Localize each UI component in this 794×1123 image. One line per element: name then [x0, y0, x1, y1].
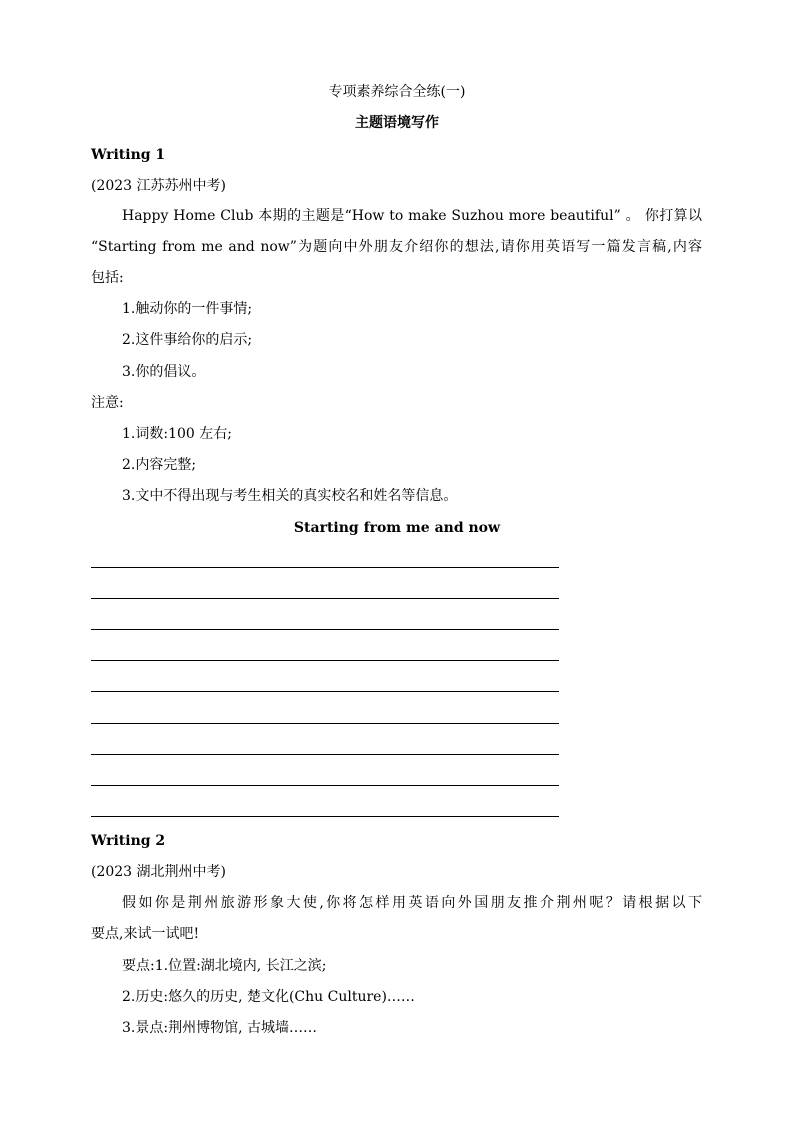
answer-line[interactable] — [91, 598, 559, 599]
answer-line[interactable] — [91, 754, 559, 755]
answer-line[interactable] — [91, 785, 559, 786]
answer-line[interactable] — [91, 691, 559, 692]
page-title: 专项素养综合全练(一) — [328, 84, 466, 100]
writing2-prompt-line1: 假如你是荆州旅游形象大使,你将怎样用英语向外国朋友推介荆州呢？请根据以下 — [122, 895, 702, 911]
writing1-note-2: 2.内容完整; — [122, 457, 197, 473]
writing1-note-1: 1.词数:100 左右; — [122, 426, 232, 442]
answer-line[interactable] — [91, 567, 559, 568]
answer-line[interactable] — [91, 629, 559, 630]
writing1-prompt-line1: Happy Home Club 本期的主题是“How to make Suzhou more beautiful” 。 你打算以 — [122, 208, 702, 224]
writing2-heading: Writing 2 — [91, 833, 166, 849]
writing1-point-1: 1.触动你的一件事情; — [122, 301, 253, 317]
writing2-source: (2023 湖北荆州中考) — [91, 864, 227, 880]
writing2-prompt-line2: 要点,来试一试吧! — [91, 926, 200, 942]
writing2-point-2: 2.历史:悠久的历史, 楚文化(Chu Culture)…… — [122, 989, 415, 1005]
answer-line[interactable] — [91, 816, 559, 817]
answer-line[interactable] — [91, 660, 559, 661]
writing1-source: (2023 江苏苏州中考) — [91, 178, 227, 194]
writing1-point-3: 3.你的倡议。 — [122, 364, 206, 380]
answer-line[interactable] — [91, 723, 559, 724]
writing1-note-3: 3.文中不得出现与考生相关的真实校名和姓名等信息。 — [122, 488, 458, 504]
writing1-notes-label: 注意: — [91, 395, 124, 411]
writing1-essay-title: Starting from me and now — [293, 520, 501, 536]
writing2-point-1: 要点:1.位置:湖北境内, 长江之滨; — [122, 958, 327, 974]
writing1-prompt-line3: 包括: — [91, 270, 124, 286]
page-subtitle: 主题语境写作 — [355, 115, 439, 131]
writing1-heading: Writing 1 — [91, 147, 166, 163]
writing1-point-2: 2.这件事给你的启示; — [122, 332, 253, 348]
writing2-point-3: 3.景点:荆州博物馆, 古城墙…… — [122, 1020, 317, 1036]
writing1-prompt-line2: “Starting from me and now”为题向中外朋友介绍你的想法,请你用英语写一篇发言稿,内容 — [91, 239, 702, 255]
